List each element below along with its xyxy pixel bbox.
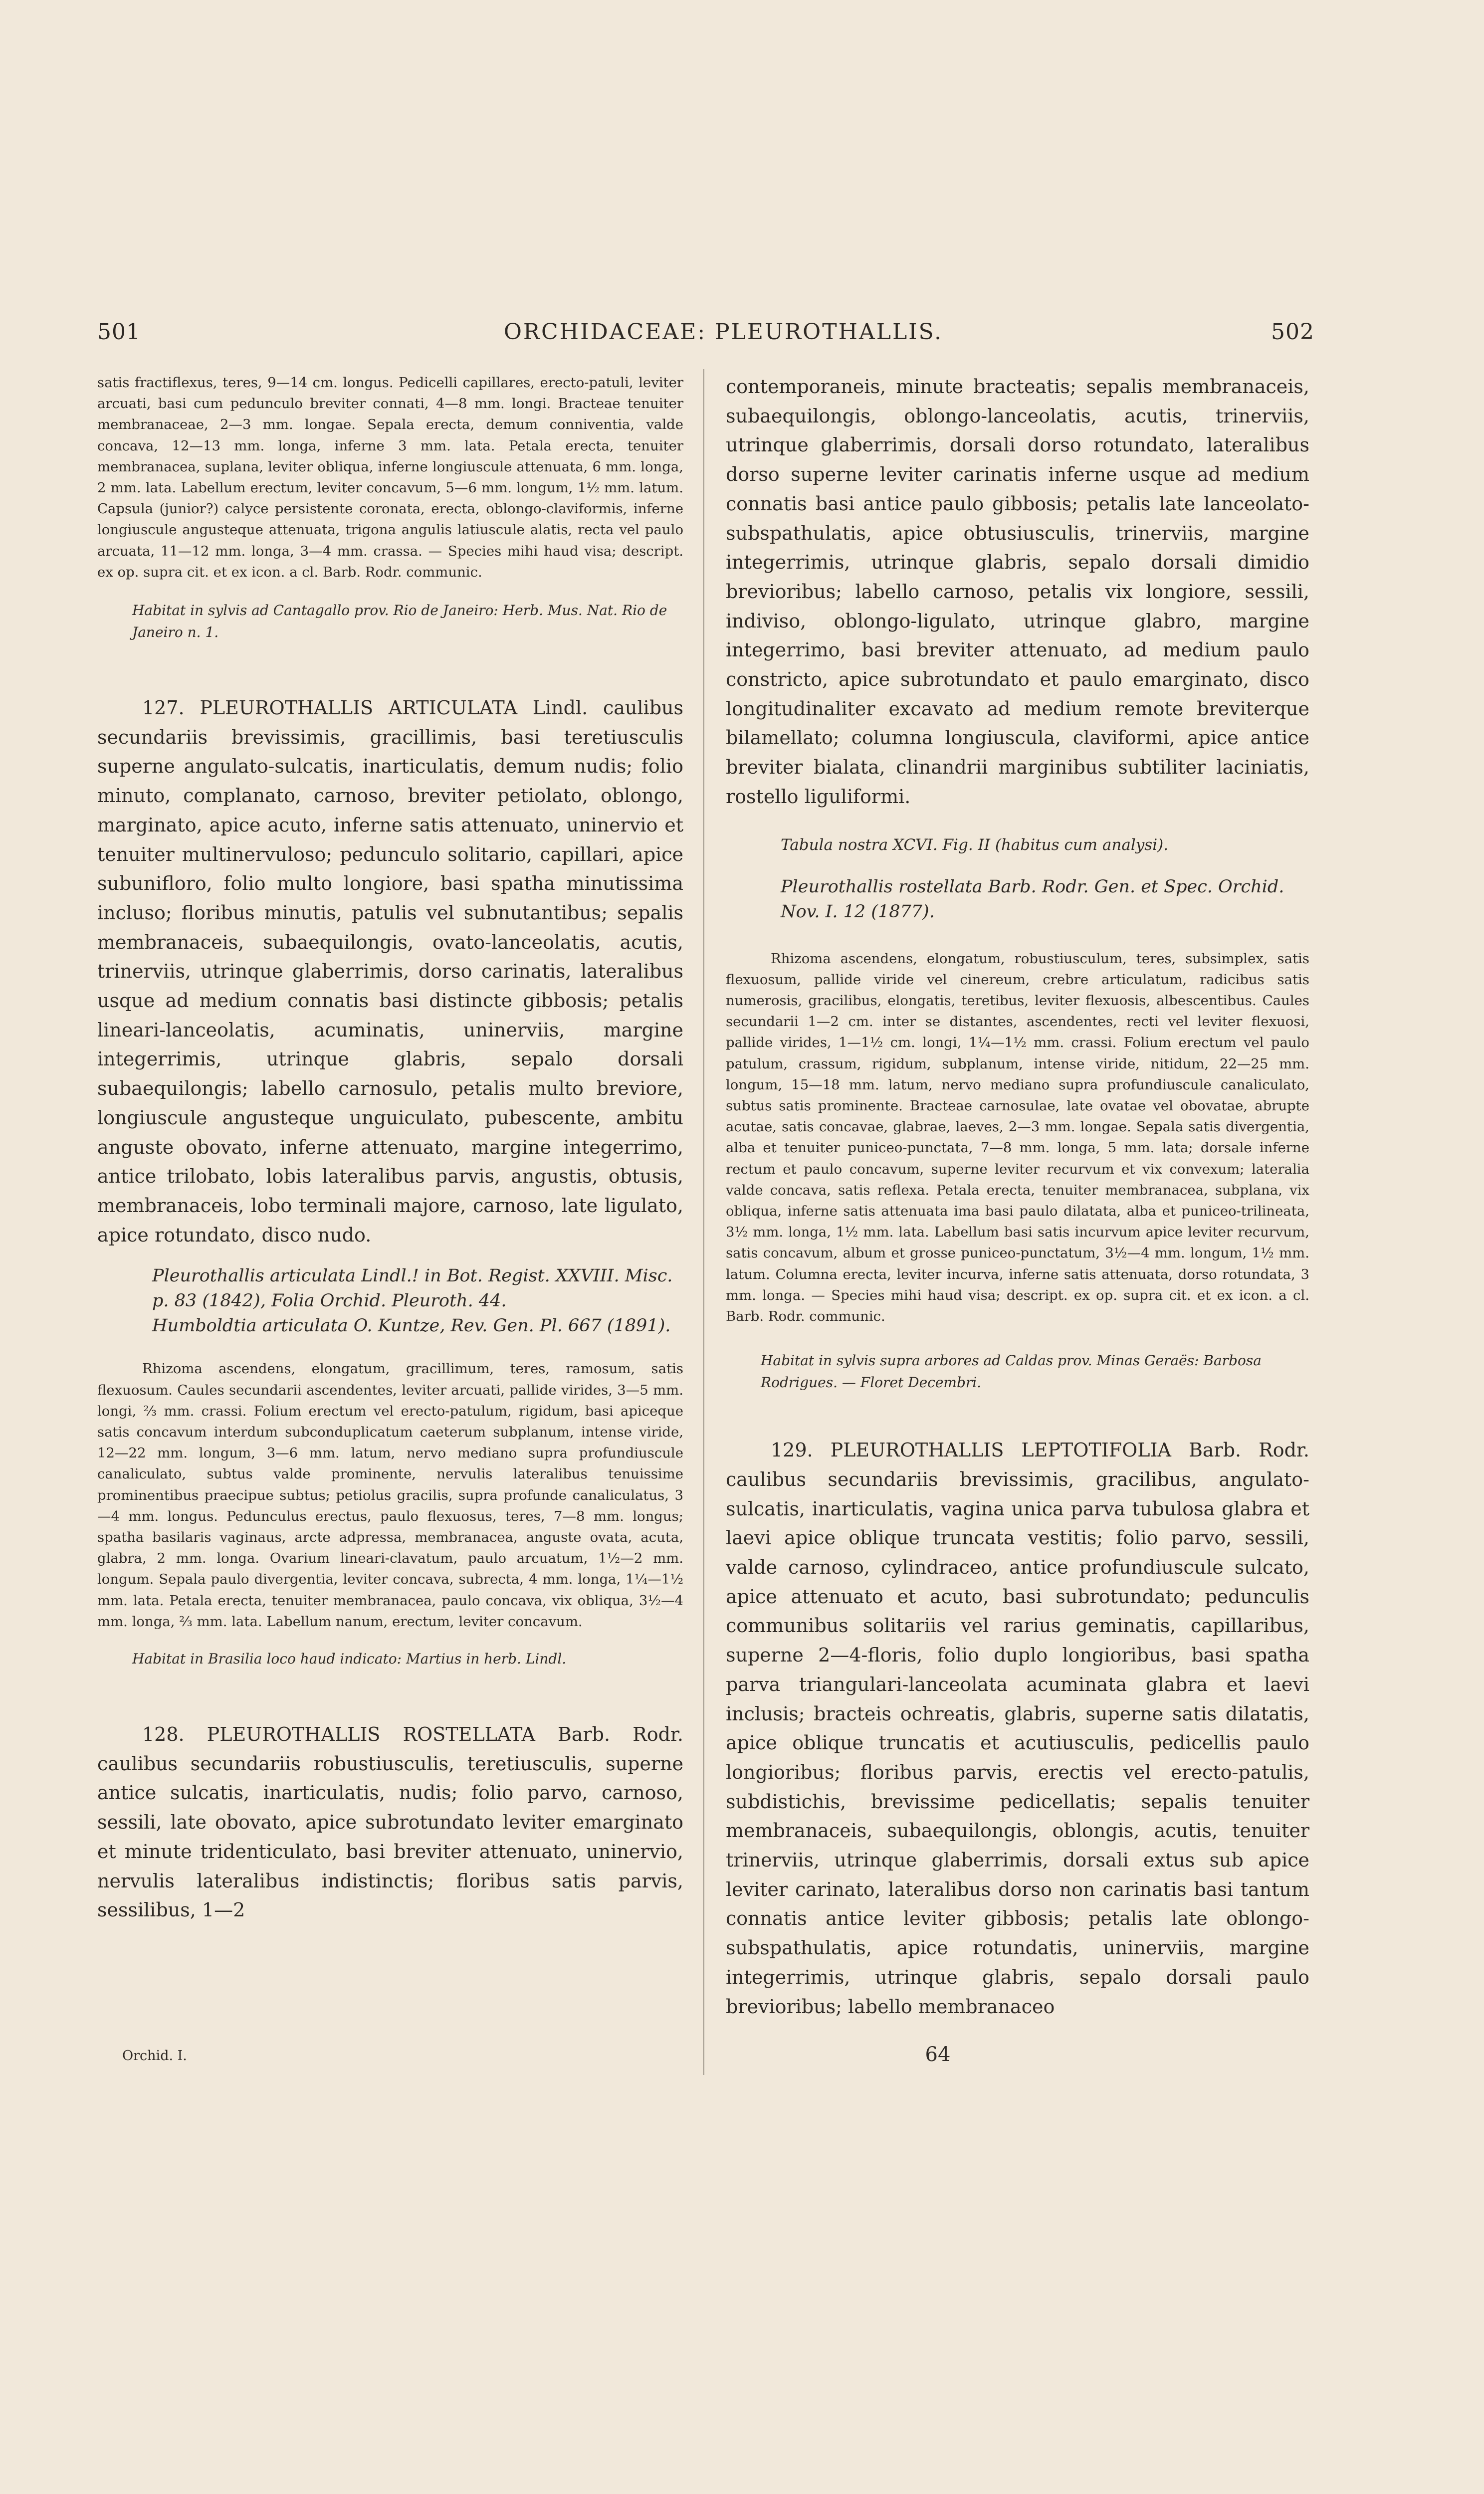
species-128-diagnosis-continued: contemporaneis, minute bracteatis; sepalis membranaceis, subaequilongis, oblongo-lanceolatis, acutis, trinerviis, utrinque glaberrimis, dorsali dorso rotundato, lateralibus dorso superne leviter carinatis inferne usque ad medium connatis basi antice paulo gibbosis; petalis late lanceolato-subspathulatis, apice obtusiusculis, trinerviis, margine integerrimis, utrinque glabris, sepalo dorsali dimidio brevioribus; labello carnoso, petalis vix longiore, sessili, indiviso, oblongo-ligulato, utrinque glabro, margine integerrimo, basi breviter attenuato, ad medium paulo constricto, apice subrotundato et paulo emarginato, disco longitudinaliter excavato ad medium remote breviterque bilamellato; columna longiuscula, claviformi, apice antice breviter bialata, clinandrii marginibus subtiliter laciniatis, rostello liguliformi.: [726, 376, 1309, 808]
column-divider: [703, 369, 704, 2075]
species-128-citation: Pleurothallis rostellata Barb. Rodr. Gen. et Spec. Orchid. Nov. I. 12 (1877).: [781, 876, 1284, 922]
species-128-diagnosis: 128. PLEUROTHALLIS ROSTELLATA Barb. Rodr. caulibus secundariis robustiusculis, teretiusculis, superne antice sulcatis, inarticulatis, nudis; folio parvo, carnoso, sessili, late obovato, apice subrotundato leviter emarginato et minute tridenticulato, basi breviter attenuato, uninervio, nervulis lateralibus indistinctis; floribus satis parvis, sessilibus, 1—2: [97, 1723, 683, 1921]
species-129-diagnosis: 129. PLEUROTHALLIS LEPTOTIFOLIA Barb. Rodr. caulibus secundariis brevissimis, gracilibus, angulato-sulcatis, inarticulatis, vagina unica parva tubulosa glabra et laevi apice oblique truncata vestitis; folio parvo, sessili, valde carnoso, cylindraceo, antice profundiuscule sulcato, apice attenuato et acuto, basi subrotundato; pedunculis communibus solitariis vel rarius geminatis, capillaribus, superne 2—4-floris, folio duplo longioribus, basi spatha parva triangulari-lanceolata acuminata glabra et laevi inclusis; bracteis ochreatis, glabris, superne satis dilatatis, apice oblique truncatis et acutiusculis, pedicellis paulo longioribus; floribus parvis, erectis vel erecto-patulis, subdistichis, brevissime pedicellatis; sepalis tenuiter membranaceis, subaequilongis, oblongis, acutis, tenuiter trinerviis, utrinque glaberrimis, dorsali extus sub apice leviter carinato, lateralibus dorso non carinatis basi tantum connatis antice leviter gibbosis; petalis late oblongo-subspathulatis, apice rotundatis, uninerviis, margine integerrimis, utrinque glabris, sepalo dorsali paulo brevioribus; labello membranaceo: [726, 1439, 1309, 2018]
habitat-127: Habitat in Brasilia loco haud indicato: Martius in herb. Lindl.: [132, 1651, 567, 1667]
sheet-number: 64: [925, 2043, 951, 2066]
habitat-126: Habitat in sylvis ad Cantagallo prov. Rio de Janeiro: Herb. Mus. Nat. Rio de Janeiro n. 1.: [132, 602, 667, 641]
right-column: [726, 372, 1309, 2021]
page-number-left: 501: [97, 319, 141, 345]
running-title: ORCHIDACEAE: PLEUROTHALLIS.: [503, 319, 943, 345]
species-127-diagnosis: 127. PLEUROTHALLIS ARTICULATA Lindl. caulibus secundariis brevissimis, gracillimis, basi teretiusculis superne angulato-sulcatis, inarticulatis, demum nudis; folio minuto, complanato, carnoso, breviter petiolato, oblongo, marginato, apice acuto, inferne satis attenuato, uninervio et tenuiter multinervuloso; pedunculo solitario, capillari, apice subunifloro, folio multo longiore, basi spatha minutissima incluso; floribus minutis, patulis vel subnutantibus; sepalis membranaceis, subaequilongis, ovato-lanceolatis, acutis, trinerviis, utrinque glaberrimis, dorso carinatis, lateralibus usque ad medium connatis basi distincte gibbosis; petalis lineari-lanceolatis, acuminatis, uninerviis, margine integerrimis, utrinque glabris, sepalo dorsali subaequilongis; labello carnosulo, petalis multo breviore, longiuscule angusteque unguiculato, pubescente, ambitu anguste obovato, inferne attenuato, margine integerrimo, antice trilobato, lobis lateralibus parvis, angustis, obtusis, membranaceis, lobo terminali majore, carnoso, late ligulato, apice rotundato, disco nudo.: [97, 697, 683, 1246]
species-127-citation: Pleurothallis articulata Lindl.! in Bot. Regist. XXVIII. Misc. p. 83 (1842), Folia Orchid. Pleuroth. 44.: [152, 1266, 673, 1311]
page-number-right: 502: [1271, 319, 1314, 345]
description-continued: satis fractiflexus, teres, 9—14 cm. longus. Pedicelli capillares, erecto-patuli, leviter arcuati, basi cum pedunculo breviter connati, 4—8 mm. longi. Bracteae tenuiter membranaceae, 2—3 mm. longae. Sepala erecta, demum conniventia, valde concava, 12—13 mm. longa, inferne 3 mm. lata. Petala erecta, tenuiter membranacea, suplana, leviter obliqua, inferne longiuscule attenuata, 6 mm. longa, 2 mm. lata. Labellum erectum, leviter concavum, 5—6 mm. longum, 1½ mm. latum. Capsula (junior?) calyce persistente coronata, erecta, oblongo-claviformis, inferne longiuscule angusteque attenuata, trigona angulis latiuscule alatis, recta vel paulo arcuata, 11—12 mm. longa, 3—4 mm. crassa. — Species mihi haud visa; descript. ex op. supra cit. et ex icon. a cl. Barb. Rodr. communic.: [97, 375, 683, 580]
footer-signature: Orchid. I.: [122, 2048, 187, 2064]
habitat-128: Habitat in sylvis supra arbores ad Caldas prov. Minas Geraës: Barbosa Rodrigues. — Floret Decembri.: [761, 1352, 1262, 1391]
plate-reference: Tabula nostra XCVI. Fig. II (habitus cum analysi).: [781, 835, 1169, 854]
species-127-synonym: Humboldtia articulata O. Kuntze, Rev. Gen. Pl. 667 (1891).: [152, 1316, 671, 1336]
left-column: [97, 372, 683, 1925]
species-127-description: Rhizoma ascendens, elongatum, gracillimum, teres, ramosum, satis flexuosum. Caules secundarii ascendentes, leviter arcuati, pallide virides, 3—5 mm. longi, ⅔ mm. crassi. Folium erectum vel erecto-patulum, rigidum, basi apiceque satis concavum interdum subconduplicatum caeterum subplanum, intense viride, 12—22 mm. longum, 3—6 mm. latum, nervo mediano supra profundiuscule canaliculato, subtus valde prominente, nervulis lateralibus tenuissime prominentibus praecipue subtus; petiolus gracilis, supra profunde canaliculatus, 3—4 mm. longus. Pedunculus erectus, paulo flexuosus, teres, 7—8 mm. longus; spatha basilaris vaginaus, arcte adpressa, membranacea, anguste ovata, acuta, glabra, 2 mm. longa. Ovarium lineari-clavatum, paulo arcuatum, 1½—2 mm. longum. Sepala paulo divergentia, leviter concava, subrecta, 4 mm. longa, 1¼—1½ mm. lata. Petala erecta, tenuiter membranacea, paulo concava, vix obliqua, 3½—4 mm. longa, ⅔ mm. lata. Labellum nanum, erectum, leviter concavum.: [97, 1361, 683, 1630]
species-128-description: Rhizoma ascendens, elongatum, robustiusculum, teres, subsimplex, satis flexuosum, pallide viride vel cinereum, crebre articulatum, radicibus satis numerosis, gracilibus, elongatis, teretibus, leviter flexuosis, albescentibus. Caules secundarii 1—2 cm. inter se distantes, ascendentes, recti vel leviter flexuosi, pallide virides, 1—1½ cm. longi, 1¼—1½ mm. crassi. Folium erectum vel paulo patulum, crassum, rigidum, subplanum, intense viride, nitidum, 22—25 mm. longum, 15—18 mm. latum, nervo mediano supra profundiuscule canaliculato, subtus satis prominente. Bracteae carnosulae, late ovatae vel obovatae, abrupte acutae, satis concavae, glabrae, laeves, 2—3 mm. longae. Sepala satis divergentia, alba et tenuiter puniceo-punctata, 7—8 mm. longa, 5 mm. lata; dorsale inferne rectum et paulo concavum, superne leviter recurvum et vix convexum; lateralia valde concava, satis reflexa. Petala erecta, tenuiter membranacea, subplana, vix obliqua, inferne satis attenuata ima basi paulo dilatata, alba et puniceo-trilineata, 3½ mm. longa, 1½ mm. lata. Labellum basi satis incurvum apice leviter recurvum, satis concavum, album et grosse puniceo-punctatum, 3½—4 mm. longum, 1½ mm. latum. Columna erecta, leviter incurva, inferne satis attenuata, dorso rotundata, 3 mm. longa. — Species mihi haud visa; descript. ex op. supra cit. et ex icon. a cl. Barb. Rodr. communic.: [726, 950, 1309, 1324]
